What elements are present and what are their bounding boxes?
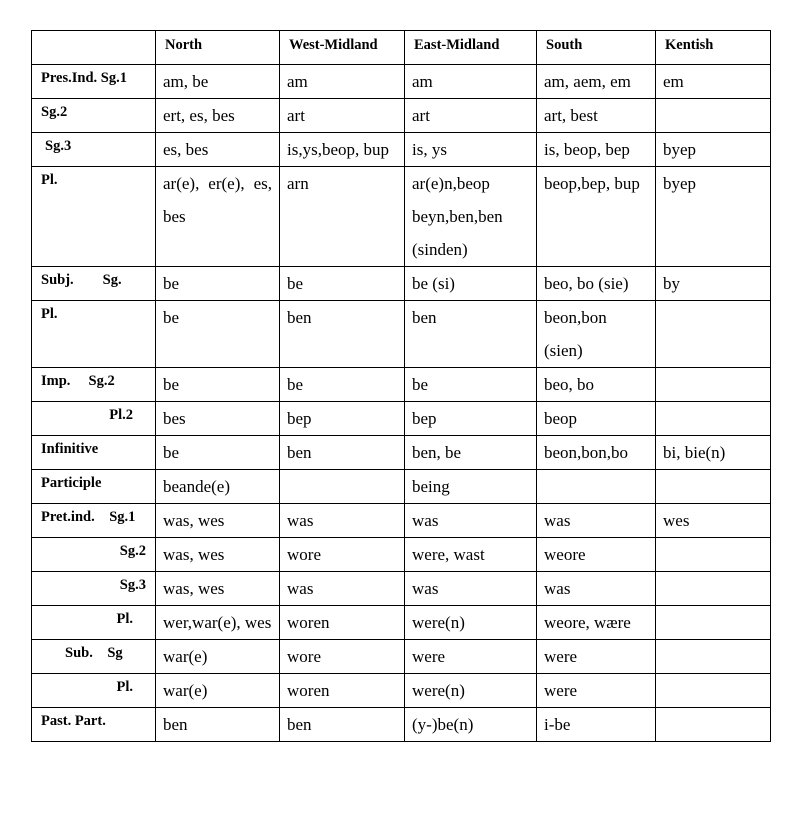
header-south: South: [537, 31, 656, 65]
cell-kentish: [656, 301, 771, 368]
cell-kentish: [656, 368, 771, 402]
row-label: Pret.ind. Sg.1: [32, 504, 156, 538]
row-label: Pl.: [32, 674, 156, 708]
header-corner: [32, 31, 156, 65]
table-row: [32, 99, 771, 133]
cell-west-midland: woren: [280, 606, 405, 640]
row-label: Sg.3: [32, 572, 156, 606]
cell-east-midland: am: [405, 65, 537, 99]
cell-north: be: [156, 436, 280, 470]
cell-east-midland: be: [405, 368, 537, 402]
table-row: [32, 708, 771, 742]
cell-north: bes: [156, 402, 280, 436]
cell-south: am, aem, em: [537, 65, 656, 99]
cell-north: ar(e), er(e), es, bes: [156, 167, 280, 267]
cell-east-midland: art: [405, 99, 537, 133]
cell-south: was: [537, 504, 656, 538]
cell-north: was, wes: [156, 572, 280, 606]
table-row: [32, 267, 771, 301]
cell-west-midland: was: [280, 504, 405, 538]
cell-north: ben: [156, 708, 280, 742]
cell-north: was, wes: [156, 538, 280, 572]
cell-south: art, best: [537, 99, 656, 133]
table-row: [32, 436, 771, 470]
cell-kentish: [656, 674, 771, 708]
cell-west-midland: arn: [280, 167, 405, 267]
row-label: Pl.2: [32, 402, 156, 436]
cell-west-midland: was: [280, 572, 405, 606]
cell-kentish: [656, 470, 771, 504]
cell-east-midland: were: [405, 640, 537, 674]
row-label: Sg.2: [32, 538, 156, 572]
table-row: [32, 470, 771, 504]
cell-west-midland: ben: [280, 436, 405, 470]
cell-east-midland: ar(e)n,beop beyn,ben,ben (sinden): [405, 167, 537, 267]
cell-kentish: [656, 606, 771, 640]
cell-east-midland: was: [405, 572, 537, 606]
cell-south: beon,bon (sien): [537, 301, 656, 368]
cell-south: is, beop, bep: [537, 133, 656, 167]
cell-west-midland: be: [280, 267, 405, 301]
cell-east-midland: (y-)be(n): [405, 708, 537, 742]
table-row: [32, 640, 771, 674]
cell-east-midland: ben, be: [405, 436, 537, 470]
table-row: [32, 65, 771, 99]
table-row: [32, 606, 771, 640]
table-row: [32, 167, 771, 267]
cell-kentish: em: [656, 65, 771, 99]
row-label: Infinitive: [32, 436, 156, 470]
row-label: Subj. Sg.: [32, 267, 156, 301]
row-label: Sg.3: [32, 133, 156, 167]
table-row: [32, 301, 771, 368]
cell-north: be: [156, 368, 280, 402]
cell-kentish: wes: [656, 504, 771, 538]
cell-kentish: [656, 99, 771, 133]
cell-west-midland: am: [280, 65, 405, 99]
table-row: [32, 504, 771, 538]
row-label: Imp. Sg.2: [32, 368, 156, 402]
header-row: [32, 31, 771, 65]
cell-north: wer,war(e), wes: [156, 606, 280, 640]
row-label: Pl.: [32, 167, 156, 267]
row-label: Pl.: [32, 301, 156, 368]
cell-east-midland: were, wast: [405, 538, 537, 572]
cell-east-midland: were(n): [405, 606, 537, 640]
cell-kentish: [656, 572, 771, 606]
cell-north: be: [156, 267, 280, 301]
cell-north: was, wes: [156, 504, 280, 538]
table-row: [32, 402, 771, 436]
cell-north: war(e): [156, 674, 280, 708]
cell-east-midland: being: [405, 470, 537, 504]
cell-west-midland: wore: [280, 640, 405, 674]
cell-kentish: [656, 402, 771, 436]
cell-south: weore, wære: [537, 606, 656, 640]
row-label: Pl.: [32, 606, 156, 640]
table-row: [32, 572, 771, 606]
cell-south: beop: [537, 402, 656, 436]
cell-south: beo, bo: [537, 368, 656, 402]
cell-north: ert, es, bes: [156, 99, 280, 133]
cell-north: beande(e): [156, 470, 280, 504]
cell-south: beo, bo (sie): [537, 267, 656, 301]
cell-east-midland: be (si): [405, 267, 537, 301]
cell-west-midland: [280, 470, 405, 504]
cell-north: es, bes: [156, 133, 280, 167]
cell-east-midland: ben: [405, 301, 537, 368]
cell-east-midland: is, ys: [405, 133, 537, 167]
table-row: [32, 133, 771, 167]
cell-kentish: [656, 538, 771, 572]
cell-north: am, be: [156, 65, 280, 99]
row-label: Participle: [32, 470, 156, 504]
cell-south: beon,bon,bo: [537, 436, 656, 470]
cell-south: was: [537, 572, 656, 606]
cell-south: [537, 470, 656, 504]
header-kentish: Kentish: [656, 31, 771, 65]
cell-east-midland: bep: [405, 402, 537, 436]
be-paradigm-table: [31, 30, 771, 742]
cell-south: were: [537, 640, 656, 674]
cell-west-midland: ben: [280, 708, 405, 742]
table-row: [32, 538, 771, 572]
cell-west-midland: ben: [280, 301, 405, 368]
cell-west-midland: art: [280, 99, 405, 133]
cell-kentish: byep: [656, 133, 771, 167]
cell-west-midland: is,ys,beop, bup: [280, 133, 405, 167]
table-row: [32, 368, 771, 402]
header-north: North: [156, 31, 280, 65]
cell-east-midland: was: [405, 504, 537, 538]
cell-north: war(e): [156, 640, 280, 674]
cell-west-midland: be: [280, 368, 405, 402]
row-label: Sub. Sg: [32, 640, 156, 674]
cell-kentish: byep: [656, 167, 771, 267]
cell-west-midland: bep: [280, 402, 405, 436]
cell-east-midland: were(n): [405, 674, 537, 708]
cell-kentish: bi, bie(n): [656, 436, 771, 470]
cell-kentish: [656, 640, 771, 674]
cell-south: i-be: [537, 708, 656, 742]
row-label: Past. Part.: [32, 708, 156, 742]
row-label: Pres.Ind. Sg.1: [32, 65, 156, 99]
cell-west-midland: woren: [280, 674, 405, 708]
cell-south: weore: [537, 538, 656, 572]
cell-kentish: [656, 708, 771, 742]
row-label: Sg.2: [32, 99, 156, 133]
table-row: [32, 674, 771, 708]
cell-south: were: [537, 674, 656, 708]
cell-north: be: [156, 301, 280, 368]
cell-west-midland: wore: [280, 538, 405, 572]
cell-kentish: by: [656, 267, 771, 301]
cell-south: beop,bep, bup: [537, 167, 656, 267]
header-west-midland: West-Midland: [280, 31, 405, 65]
header-east-midland: East-Midland: [405, 31, 537, 65]
